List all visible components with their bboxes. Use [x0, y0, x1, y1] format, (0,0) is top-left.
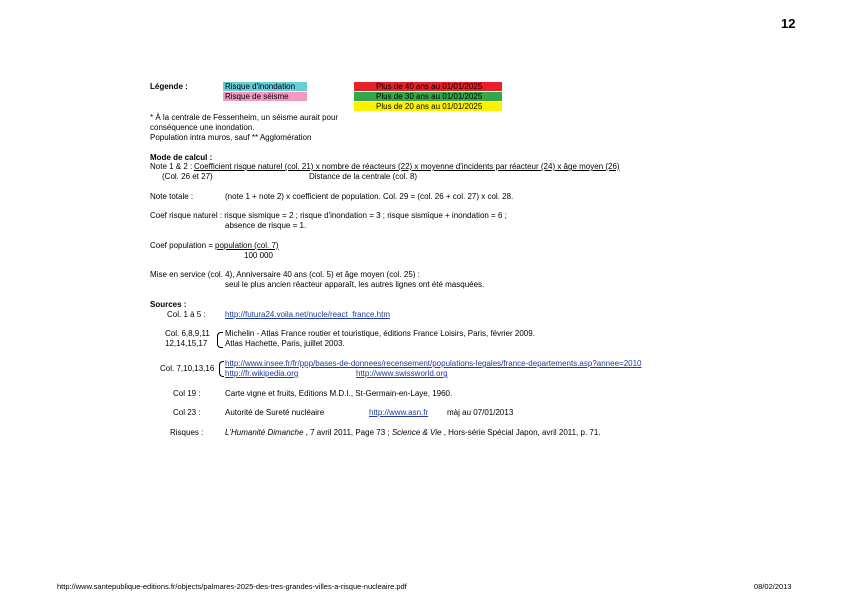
pop-numerator: population (col. 7): [215, 241, 279, 250]
source3-label: Col. 7,10,13,16: [160, 364, 215, 373]
footer-url: http://www.santepublique-editions.fr/objects/palmares-2025-des-tres-grandes-villes-a-risque-nucleaire.pdf: [57, 582, 407, 591]
note12-denom-cols: (Col. 26 et 27): [162, 172, 213, 181]
source2-text-a: Michelin - Atlas France routier et touristique, éditions France Loisirs, Paris, février 2009.: [225, 329, 535, 338]
total-text: (note 1 + note 2) x coefficient de population. Col. 29 = (col. 26 + col. 27) x col. 28.: [225, 192, 514, 201]
page-number: 12: [781, 16, 796, 31]
legend-flood: Risque d'inondation: [223, 82, 307, 91]
source4-text: Carte vigne et fruits, Editions M.D.I., St-Germain-en-Laye, 1960.: [225, 389, 453, 398]
source2-text-b: Atlas Hachette, Paris, juillet 2003.: [225, 339, 345, 348]
note12-denom-distance: Distance de la centrale (col. 8): [309, 172, 418, 181]
source6-science-vie: Science & Vie: [391, 428, 442, 437]
legend-age40: Plus de 40 ans au 01/01/2025: [354, 82, 502, 91]
source5-text: Autorité de Sureté nucléaire: [225, 408, 325, 417]
source3-link-wikipedia[interactable]: http://fr.wikipedia.org: [225, 369, 299, 378]
source3-link-swissworld[interactable]: http://www.swissworld.org: [356, 369, 448, 378]
note12-label: Note 1 & 2 :: [150, 162, 193, 171]
legend-age20: Plus de 20 ans au 01/01/2025: [354, 102, 502, 111]
source2-label-b: 12,14,15,17: [165, 339, 208, 348]
note12-formula: Coefficient risque naturel (col. 21) x nombre de réacteurs (22) x moyenne d'incidents par réacteur (24) x âge moyen (26): [194, 162, 620, 171]
source3-brace: [219, 361, 224, 377]
source4-label: Col 19 :: [173, 389, 201, 398]
total-label: Note totale :: [150, 192, 194, 201]
source2-label-a: Col. 6,8,9,11: [165, 329, 210, 338]
pop-denominator: 100 000: [244, 251, 273, 260]
note-fessenheim: * À la centrale de Fessenheim, un séisme aurait pour: [150, 113, 339, 122]
legend-age30: Plus de 30 ans au 01/01/2025: [354, 92, 502, 101]
footer-date: 08/02/2013: [754, 582, 792, 591]
coef-risk-line1: Coef risque naturel : risque sismique = 2 ; risque d'inondation = 3 ; risque sismique + inondation = 6 ;: [150, 211, 507, 220]
source6-text: [225, 428, 601, 438]
source6-text1: , 7 avril 2011, Page 73 ;: [303, 428, 392, 437]
source6-label: Risques :: [170, 428, 204, 437]
source6-text2: , Hors-série Spécial Japon, avril 2011, p. 71.: [441, 428, 601, 437]
service-line1: Mise en service (col. 4), Anniversaire 40 ans (col. 5) et âge moyen (col. 25) :: [150, 270, 420, 279]
source5-date: màj au 07/01/2013: [447, 408, 514, 417]
source5-label: Col 23 :: [173, 408, 201, 417]
note-flood: conséquence une inondation.: [150, 123, 255, 132]
note-population: Population intra muros, sauf ** Agglomération: [150, 133, 312, 142]
source1-link[interactable]: http://futura24.voila.net/nucle/react_france.htm: [225, 310, 390, 319]
service-line2: seul le plus ancien réacteur apparaît, les autres lignes ont été masquées.: [225, 280, 485, 289]
legend-label: Légende :: [150, 82, 188, 91]
source2-brace: [217, 332, 223, 348]
coef-risk-line2: absence de risque = 1.: [225, 221, 307, 230]
pop-label: Coef population =: [150, 241, 213, 250]
source1-label: Col. 1 à 5 :: [167, 310, 206, 319]
legend-quake: Risque de séisme: [223, 92, 307, 101]
source5-link[interactable]: http://www.asn.fr: [369, 408, 429, 417]
sources-title: Sources :: [150, 300, 187, 309]
source3-link-insee[interactable]: http://www.insee.fr/fr/ppp/bases-de-donnees/recensement/populations-legales/france-departements.asp?annee=2010: [225, 359, 642, 368]
source6-humanite: L'Humanité Dimanche: [225, 428, 304, 437]
calc-title: Mode de calcul :: [150, 153, 213, 162]
